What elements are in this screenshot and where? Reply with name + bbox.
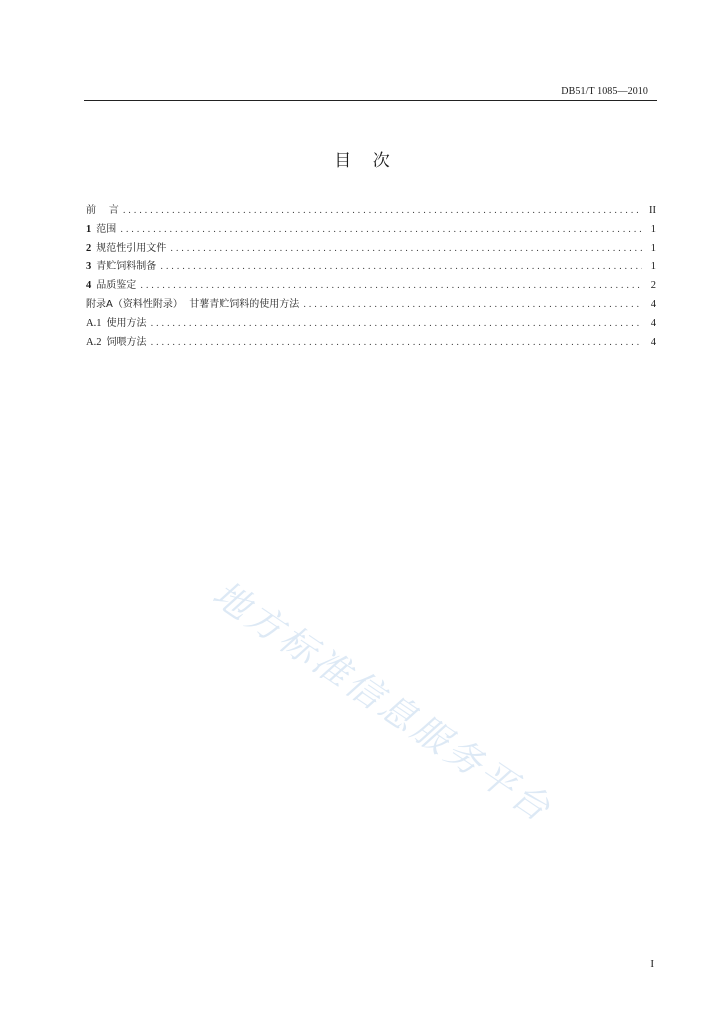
toc-entry-label: 饲喂方法 <box>106 336 147 348</box>
dot-leader <box>160 258 642 277</box>
toc-entry-appendix-a[interactable] <box>86 296 656 315</box>
toc-entry-label: 范围 <box>96 223 117 235</box>
toc-entry-number: 2 <box>86 242 92 254</box>
toc-entry-scope[interactable] <box>86 221 656 240</box>
toc-entry-number: A.1 <box>86 317 102 329</box>
dot-leader <box>150 334 642 353</box>
dot-leader <box>170 240 642 259</box>
toc-entry-page: 1 <box>650 261 656 273</box>
toc-entry-label: 品质鉴定 <box>96 280 137 292</box>
toc-entry-number: 1 <box>86 223 92 235</box>
toc-entry-label: 使用方法 <box>106 317 147 329</box>
toc-entry-label: 青贮饲料制备 <box>96 261 157 273</box>
toc-entry-label: 附录A（资料性附录） 甘薯青贮饲料的使用方法 <box>86 298 300 310</box>
toc-entry-number: 3 <box>86 261 92 273</box>
toc-entry-quality-assessment[interactable] <box>86 277 656 296</box>
toc-entry-number: 4 <box>86 280 92 292</box>
header-rule <box>84 100 657 101</box>
watermark: 地方标准信息服务平台 <box>205 573 560 832</box>
toc-entry-page: 1 <box>650 223 656 235</box>
page-title: 目 次 <box>334 151 390 171</box>
dot-leader <box>120 221 642 240</box>
toc-entry-foreword[interactable] <box>86 202 656 221</box>
toc-entry-silage-preparation[interactable] <box>86 258 656 277</box>
toc-entry-a1-usage[interactable] <box>86 315 656 334</box>
toc-entry-a2-feeding[interactable] <box>86 334 656 353</box>
toc-entry-page: 2 <box>650 280 656 292</box>
toc-entry-number: A.2 <box>86 336 102 348</box>
toc-entry-label: 规范性引用文件 <box>96 242 167 254</box>
toc-entry-page: 4 <box>650 317 656 329</box>
toc-entry-page: 4 <box>650 298 656 310</box>
dot-leader <box>140 277 642 296</box>
toc-entry-page: 4 <box>650 336 656 348</box>
toc-entry-normative-references[interactable] <box>86 240 656 259</box>
document-code: DB51/T 1085—2010 <box>561 86 648 97</box>
toc-entry-page: 1 <box>650 242 656 254</box>
table-of-contents <box>86 202 656 352</box>
toc-entry-page: II <box>649 205 656 216</box>
toc-entry-label: 前 言 <box>86 205 119 216</box>
dot-leader <box>303 296 642 315</box>
dot-leader <box>123 202 642 221</box>
page-number: I <box>650 958 654 970</box>
dot-leader <box>150 315 642 334</box>
